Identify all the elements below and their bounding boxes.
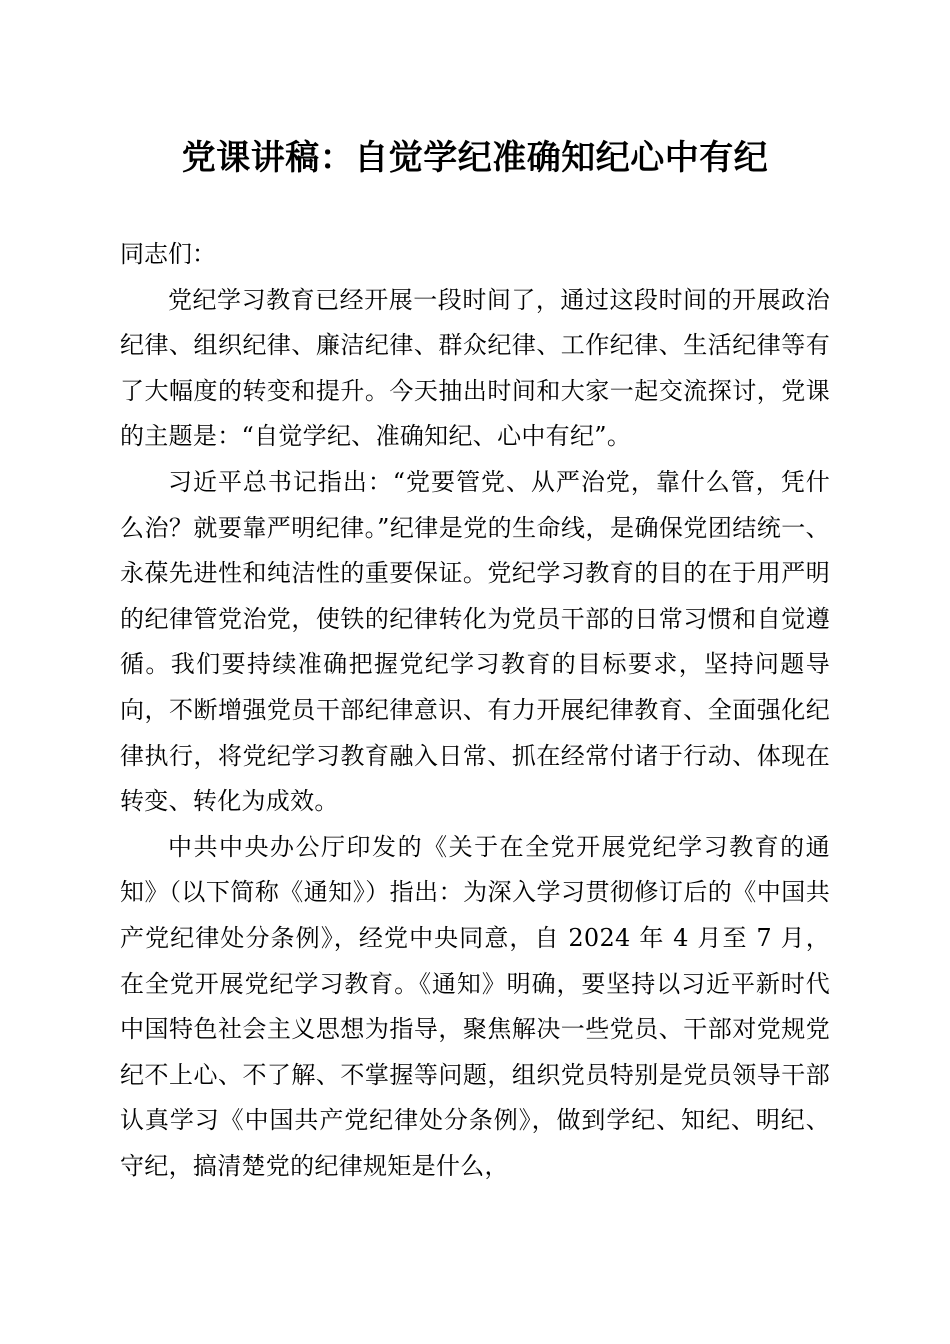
document-body <box>120 232 830 1189</box>
paragraph-1: 党纪学习教育已经开展一段时间了，通过这段时间的开展政治纪律、组织纪律、廉洁纪律、群众纪律、工作纪律、生活纪律等有了大幅度的转变和提升。今天抽出时间和大家一起交流探讨，党课的主题是：“自觉学纪、准确知纪、心中有纪”。 <box>120 285 830 451</box>
paragraph-3: 中共中央办公厅印发的《关于在全党开展党纪学习教育的通知》（以下简称《通知》）指出：为深入学习贯彻修订后的《中国共产党纪律处分条例》，经党中央同意，自 2024 年 4 月至 7 月，在全党开展党纪学习教育。《通知》明确，要坚持以习近平新时代中国特色社会主义思想为指导，聚焦解决一些党员、干部对党规党纪不上心、不了解、不掌握等问题，组织党员特别是党员领导干部认真学习《中国共产党纪律处分条例》，做到学纪、知纪、明纪、守纪，搞清楚党的纪律规矩是什么， <box>120 832 830 1180</box>
salutation: 同志们： <box>120 240 216 268</box>
document-title: 党课讲稿：自觉学纪准确知纪心中有纪 <box>181 138 769 178</box>
paragraph-2: 习近平总书记指出：“党要管党、从严治党，靠什么管，凭什么治？就要靠严明纪律。”纪律是党的生命线，是确保党团结统一、永葆先进性和纯洁性的重要保证。党纪学习教育的目的在于用严明的纪律管党治党，使铁的纪律转化为党员干部的日常习惯和自觉遵循。我们要持续准确把握党纪学习教育的目标要求，坚持问题导向，不断增强党员干部纪律意识、有力开展纪律教育、全面强化纪律执行，将党纪学习教育融入日常、抓在经常付诸于行动、体现在转变、转化为成效。 <box>120 467 830 816</box>
